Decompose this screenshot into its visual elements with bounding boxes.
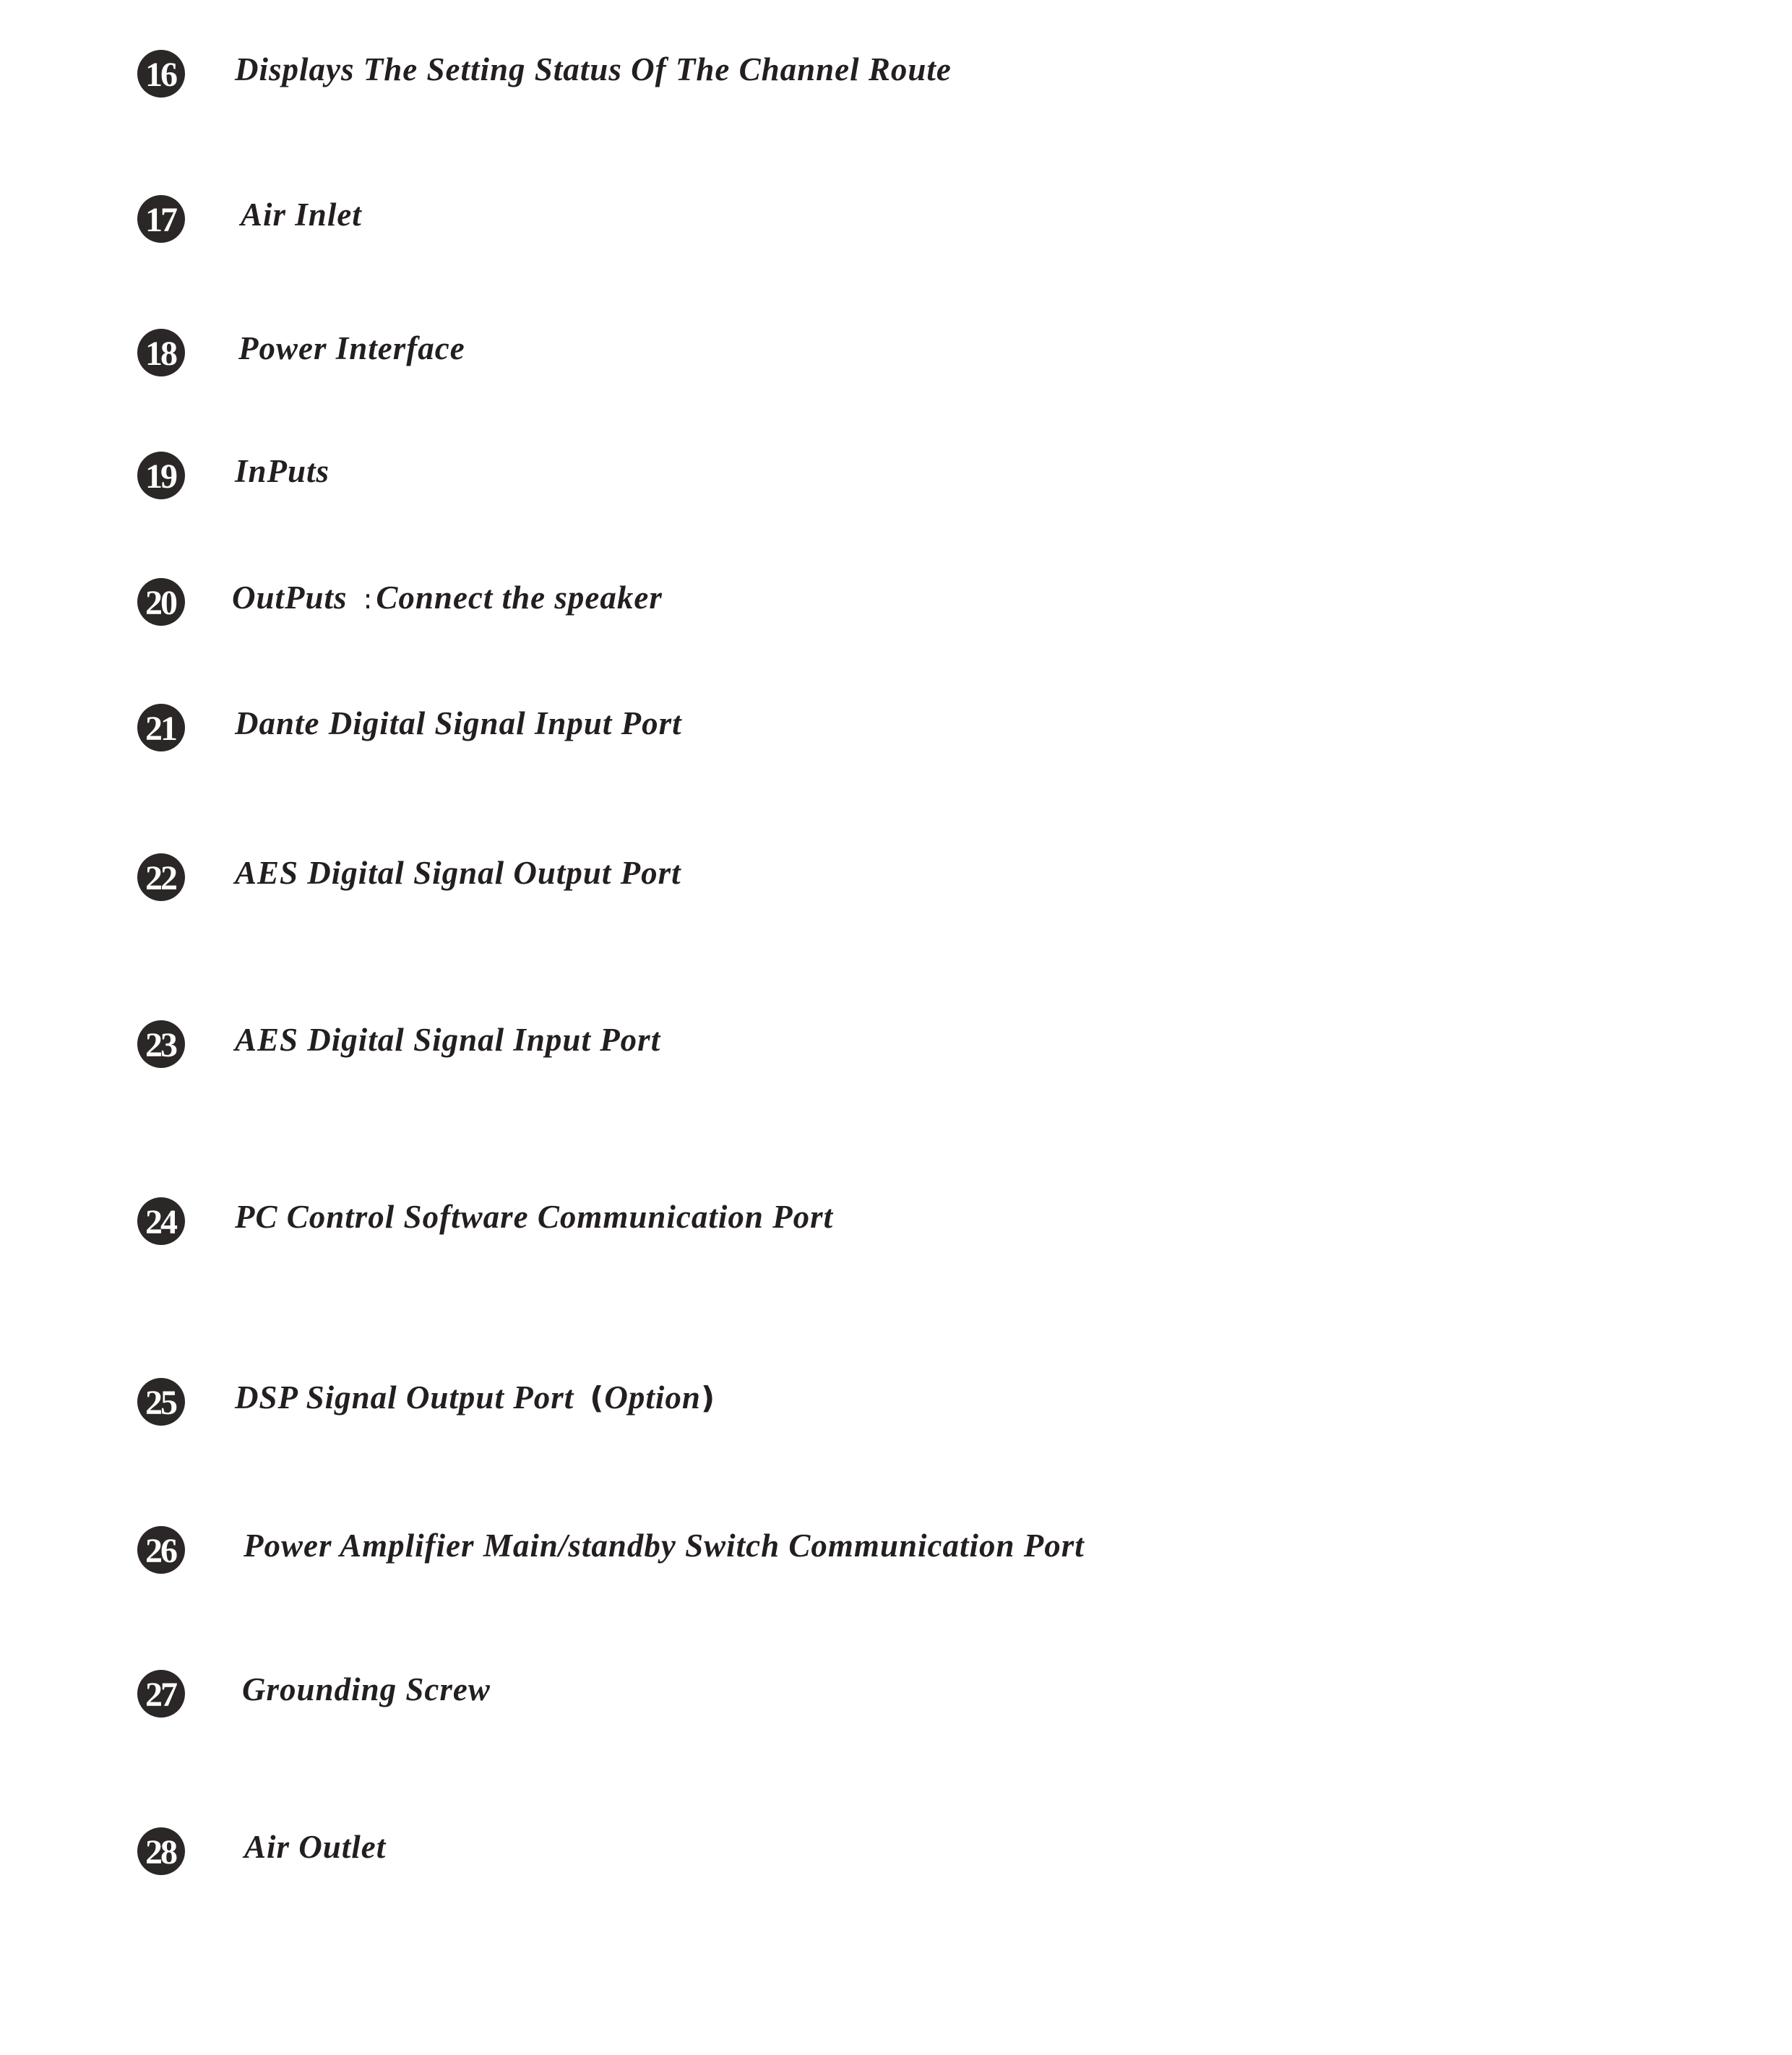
item-label: AES Digital Signal Input Port [235, 1022, 661, 1058]
item-label: PC Control Software Communication Port [235, 1199, 834, 1235]
number-badge: 17 [137, 195, 185, 243]
open-paren: ( [590, 1380, 605, 1416]
item-label-main: OutPuts [232, 580, 348, 616]
list-item-28 [137, 1825, 386, 1877]
list-item-27 [137, 1668, 491, 1720]
list-item-21 [137, 702, 682, 754]
number-badge: 21 [137, 704, 185, 751]
list-item-26 [137, 1524, 1085, 1576]
item-label: Dante Digital Signal Input Port [235, 705, 682, 741]
item-label: InPuts [235, 453, 330, 489]
item-detail: Connect the speaker [376, 580, 663, 616]
number-badge: 28 [137, 1827, 185, 1875]
number-badge: 24 [137, 1197, 185, 1245]
item-label [232, 579, 663, 616]
number-badge: 23 [137, 1020, 185, 1068]
item-label: Power Interface [238, 330, 465, 366]
item-detail: Option [604, 1379, 701, 1416]
number-badge: 19 [137, 452, 185, 499]
separator: : [363, 583, 374, 615]
list-item-25 [137, 1376, 715, 1428]
item-label: Power Amplifier Main/standby Switch Communication Port [244, 1528, 1085, 1564]
list-item-20 [137, 576, 663, 628]
list-item-24 [137, 1195, 833, 1247]
item-label: Air Outlet [244, 1829, 387, 1865]
list-item-18 [137, 327, 465, 379]
item-label: Displays The Setting Status Of The Channel Route [235, 51, 952, 87]
list-item-17 [137, 193, 362, 245]
list-item-16 [137, 48, 952, 100]
item-label [235, 1379, 715, 1416]
number-badge: 16 [137, 50, 185, 98]
close-paren: ) [700, 1380, 716, 1416]
number-badge: 18 [137, 329, 185, 376]
item-label: Air Inlet [241, 197, 362, 233]
list-item-19 [137, 449, 329, 501]
item-label-main: DSP Signal Output Port [235, 1379, 574, 1416]
number-badge: 26 [137, 1526, 185, 1574]
number-badge: 27 [137, 1670, 185, 1718]
list-item-22 [137, 851, 681, 903]
item-label: AES Digital Signal Output Port [235, 855, 681, 891]
list-item-23 [137, 1018, 660, 1070]
number-badge: 20 [137, 578, 185, 626]
number-badge: 25 [137, 1378, 185, 1426]
item-label: Grounding Screw [242, 1671, 491, 1707]
number-badge: 22 [137, 853, 185, 901]
